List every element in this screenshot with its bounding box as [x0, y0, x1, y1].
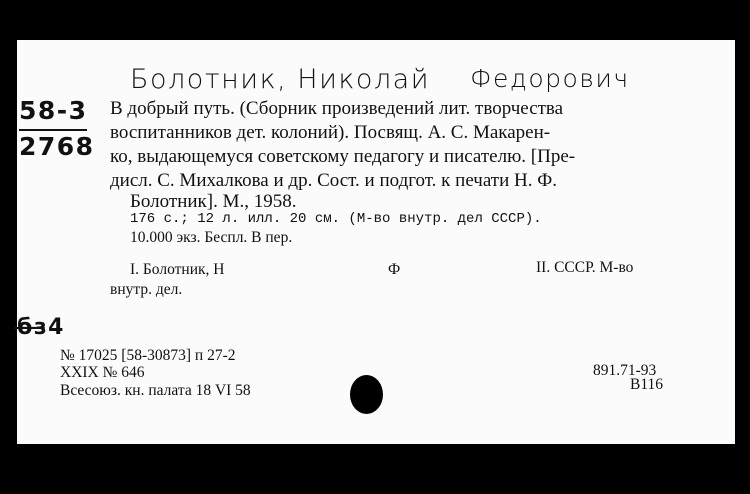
handwritten-mark: б̶з̶4 — [17, 315, 65, 340]
shelfmark-divider — [19, 129, 87, 131]
tracing-2: II. СССР. М-во — [536, 259, 634, 276]
shelfmark-bottom: 2768 — [19, 132, 95, 161]
record-number: № 17025 [58-30873] п 27-2 — [60, 347, 236, 364]
collation-line-2: 10.000 экз. Беспл. В пер. — [130, 229, 293, 246]
tracing-2-cont: внутр. дел. — [110, 281, 183, 298]
class-number: 891.71-93 — [593, 362, 657, 379]
card-punch-hole — [350, 375, 383, 414]
heading-author: Болотник, Николай — [130, 64, 430, 95]
body-line-2: воспитанников дет. колоний). Посвящ. А. С. Макарен- — [110, 122, 551, 143]
body-line-1: В добрый путь. (Сборник произведений лит. творчества — [110, 98, 564, 119]
tracing-1: I. Болотник, Н — [130, 261, 225, 278]
collation-line-1: 176 с.; 12 л. илл. 20 см. (М-во внутр. дел СССР). — [130, 211, 542, 227]
series-number: XXIX № 646 — [60, 364, 145, 381]
body-line-5: Болотник]. М., 1958. — [130, 191, 297, 212]
author-mark: В116 — [630, 376, 664, 393]
body-line-3: ко, выдающемуся советскому педагогу и писателю. [Пре- — [110, 146, 576, 167]
heading-patronymic: Федорович — [470, 64, 630, 93]
book-chamber: Всесоюз. кн. палата 18 VI 58 — [60, 382, 251, 399]
shelfmark-top: 58-3 — [19, 96, 88, 125]
catalog-card — [17, 40, 735, 444]
tracing-1-cont: Ф — [388, 261, 401, 278]
body-line-4: дисл. С. Михалкова и др. Сост. и подгот. к печати Н. Ф. — [110, 170, 557, 191]
